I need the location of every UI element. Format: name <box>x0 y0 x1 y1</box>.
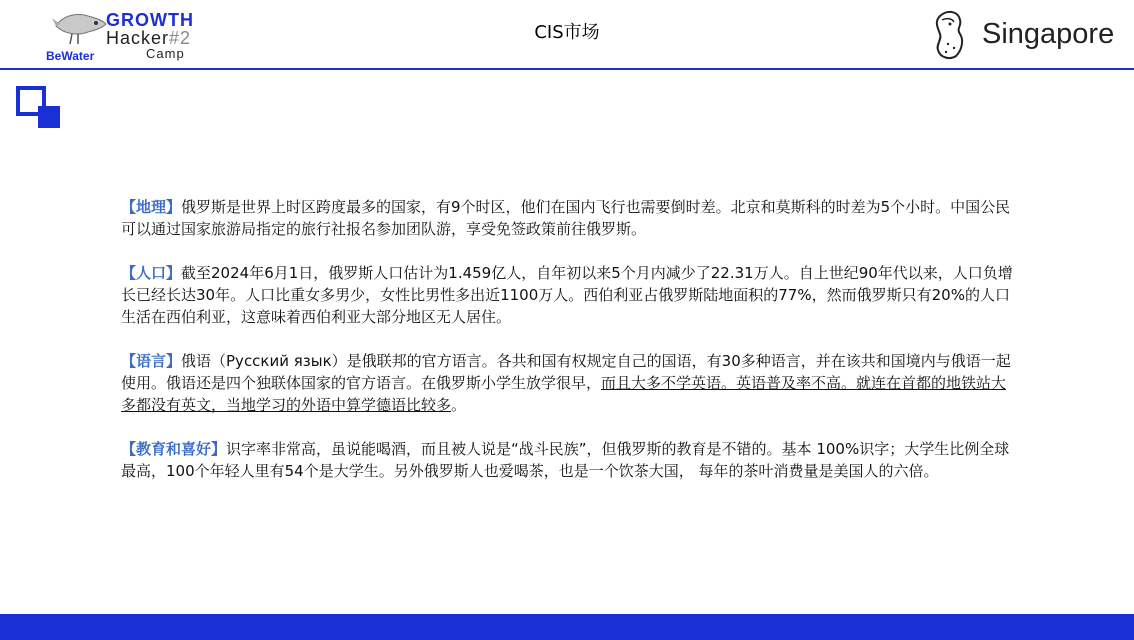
paragraph-tag: 【人口】 <box>121 264 182 282</box>
paragraph-text: 俄罗斯是世界上时区跨度最多的国家，有9个时区，他们在国内飞行也需要倒时差。北京和莫斯科的时差为5个小时。中国公民可以通过国家旅游局指定的旅行社报名参加团队游，享受免签政策前往俄罗斯。 <box>121 198 1011 238</box>
logo-camp-text: Camp <box>146 46 185 61</box>
logo-hacker-number: #2 <box>169 28 192 48</box>
logo-bewater-text: BeWater <box>46 49 95 63</box>
paragraph-geography <box>121 196 1021 240</box>
paragraph-tag: 【教育和喜好】 <box>121 440 227 458</box>
paragraph-tag: 【语言】 <box>121 352 182 370</box>
footer-bar <box>0 614 1134 640</box>
merlion-icon <box>930 10 970 60</box>
logo-hacker-word: Hacker <box>106 28 170 48</box>
page-title: CIS市场 <box>534 22 600 43</box>
paragraph-tag: 【地理】 <box>121 198 182 216</box>
square-mark-icon <box>16 86 60 128</box>
paragraph-underlined-text: 而且大多不学英语。英语普及率不高。就连在首都的地铁站大多都没有英文，当地学习的外语中算学德语比较多 <box>121 374 1007 414</box>
singapore-logo <box>930 8 1120 62</box>
paragraph-education <box>121 438 1021 482</box>
paragraph-language <box>121 350 1021 416</box>
logo-growth-text: GROWTH <box>106 10 194 30</box>
singapore-text: Singapore <box>982 18 1115 50</box>
main-content <box>121 196 1021 504</box>
paragraph-text: 识字率非常高，虽说能喝酒，而且被人说是“战斗民族”，但俄罗斯的教育是不错的。基本 100%识字；大学生比例全球最高，100个年轻人里有54个是大学生。另外俄罗斯人也爱喝茶，也是一个饮茶大国， 每年的茶叶消费量是美国人的六倍。 <box>121 440 1010 480</box>
paragraph-text: 截至2024年6月1日，俄罗斯人口估计为1.459亿人，自年初以来5个月内减少了22.31万人。自上世纪90年代以来，人口负增长已经长达30年。人口比重女多男少，女性比男性多出近1100万人。西伯利亚占俄罗斯陆地面积的77%，然而俄罗斯只有20%的人口生活在西伯利亚，这意味着西伯利亚大部分地区无人居住。 <box>121 264 1013 326</box>
square-mark-fill <box>38 106 60 128</box>
paragraph-text: 俄语（Русский язык）是俄联邦的官方语言。各共和国有权规定自己的国语，有30多种语言，并在该共和国境内与俄语一起使用。俄语还是四个独联体国家的官方语言。在俄罗斯小学生放学很早， <box>121 352 1011 392</box>
paragraph-tail: 。 <box>451 396 467 414</box>
header <box>0 0 1134 70</box>
paragraph-population <box>121 262 1021 328</box>
